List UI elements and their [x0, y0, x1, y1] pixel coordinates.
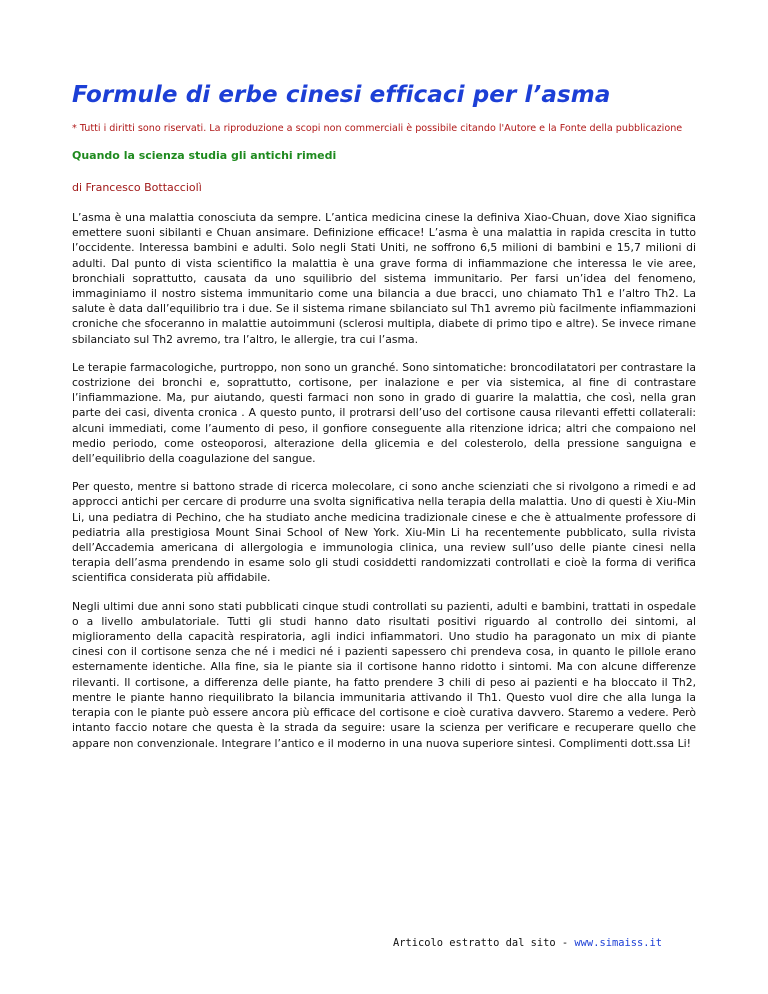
footer-text: Articolo estratto dal sito - [393, 937, 575, 949]
article-title: Formule di erbe cinesi efficaci per l’asma [72, 82, 611, 108]
article-subtitle: Quando la scienza studia gli antichi rimedi [72, 149, 337, 162]
copyright-notice: * Tutti i diritti sono riservati. La riproduzione a scopi non commerciali è possibile citando l'Autore e la Fonte della pubblicazione [72, 123, 683, 134]
paragraph-4: Negli ultimi due anni sono stati pubblicati cinque studi controllati su pazienti, adulti e bambini, trattati in ospedale o a livello ambulatoriale. Tutti gli studi hanno dato risultati positivi riguardo al controllo dei sintomi, al miglioramento della capacità respiratoria, agli indici infiammatori. Uno studio ha paragonato un mix di piante cinesi con il cortisone senza che né i medici né i pazienti sapessero chi prendeva cosa, in quanto le pillole erano esternamente identiche. Alla fine, sia le piante sia il cortisone hanno ridotto i sintomi. Ma con alcune differenze rilevanti. Il cortisone, a differenza delle piante, ha fatto prendere 3 chili di peso ai pazienti e ha bloccato il Th2, mentre le piante hanno riequilibrato la bilancia immunitaria attivando il Th1. Questo vuol dire che alla lunga la terapia con le piante può essere ancora più efficace del cortisone e cioè curativa davvero. Staremo a vedere. Però intanto faccio notare che questa è la strada da seguire: usare la scienza per verificare e recuperare quello che appare non convenzionale. Integrare l’antico e il moderno in una nuova superiore sintesi. Complimenti dott.ssa Li! [72, 599, 696, 750]
footer [393, 937, 662, 949]
paragraph-1: L’asma è una malattia conosciuta da sempre. L’antica medicina cinese la definiva Xiao-Chuan, dove Xiao significa emettere suoni sibilanti e Chuan ansimare. Definizione efficace! L’asma è una malattia in rapida crescita in tutto l’occidente. Interessa bambini e adulti. Solo negli Stati Uniti, ne soffrono 6,5 milioni di bambini e 15,7 milioni di adulti. Dal punto di vista scientifico la malattia è una grave forma di infiammazione che interessa le vie aree, bronchiali soprattutto, causata da uno squilibrio del sistema immunitario. Per farsi un’idea del fenomeno, immaginiamo il nostro sistema immunitario come una bilancia a due bracci, uno chiamato Th1 e l’altro Th2. La salute è data dall’equilibrio tra i due. Se il sistema rimane sbilanciato sul Th1 avremo più facilmente infiammazioni croniche che sfoceranno in malattie autoimmuni (sclerosi multipla, diabete di primo tipo e altre). Se invece rimane sbilanciato sul Th2 avremo, tra l’altro, le allergie, tra cui l’asma. [72, 211, 696, 346]
article-author: di Francesco Bottacciolì [72, 181, 202, 194]
article [72, 82, 696, 764]
paragraph-3: Per questo, mentre si battono strade di ricerca molecolare, ci sono anche scienziati che si rivolgono a rimedi e ad approcci antichi per cercare di produrre una svolta significativa nella terapia della malattia. Uno di questi è Xiu-Min Li, una pediatra di Pechino, che ha studiato anche medicina tradizionale cinese e che è attualmente professore di pediatria alla prestigiosa Mount Sinai School of New York. Xiu-Min Li ha recentemente pubblicato, sulla rivista dell’Accademia americana di allergologia e immunologia clinica, una review sull’uso delle piante cinesi nella terapia dell’asma prendendo in esame solo gli studi cosiddetti randomizzati controllati e cioè la forma di verifica scientifica considerata più affidabile. [72, 480, 696, 585]
paragraph-2: Le terapie farmacologiche, purtroppo, non sono un granché. Sono sintomatiche: broncodilatatori per contrastare la costrizione dei bronchi e, soprattutto, cortisone, per inalazione e per via sistemica, al fine di contrastare l’infiammazione. Ma, pur aiutando, questi farmaci non sono in grado di guarire la malattia, che così, nella gran parte dei casi, diventa cronica . A questo punto, il protrarsi dell’uso del cortisone causa rilevanti effetti collaterali: alcuni immediati, come l’aumento di peso, il gonfiore conseguente alla ritenzione idrica; altri che compaiono nel medio periodo, come osteoporosi, alterazione della glicemia e del colesterolo, della pressione sanguigna e dell’equilibrio della coagulazione del sangue. [72, 360, 696, 466]
site-link[interactable]: www.simaiss.it [574, 937, 663, 949]
